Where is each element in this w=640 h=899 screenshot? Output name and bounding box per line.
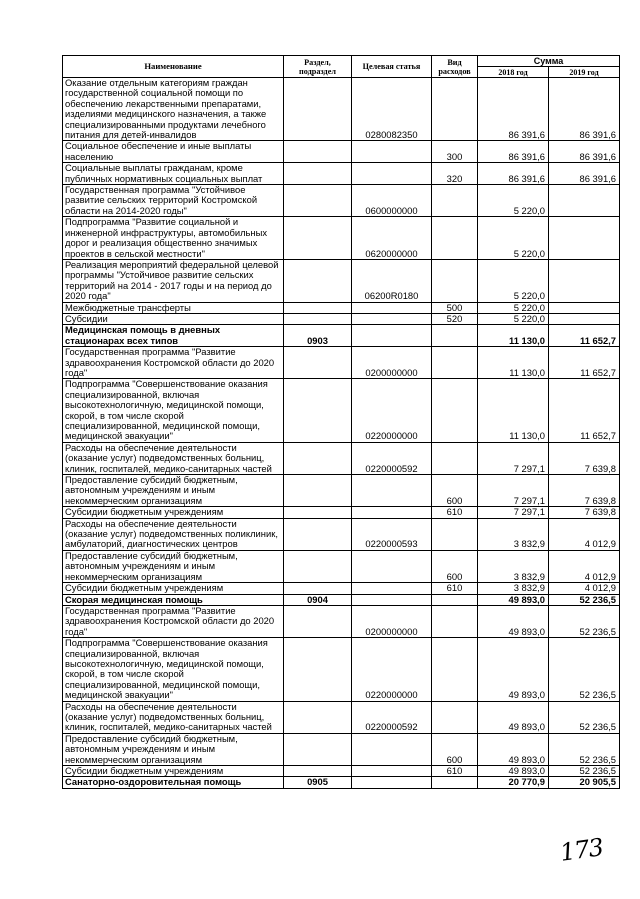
row-expense-type: [432, 325, 478, 347]
row-expense-type: 600: [432, 550, 478, 582]
row-sum-2019: 7 639,8: [549, 475, 620, 507]
row-expense-type: [432, 347, 478, 379]
page-number: 173: [558, 833, 605, 867]
table-row: [63, 550, 620, 582]
row-sum-2018: 11 130,0: [478, 347, 549, 379]
table-row: [63, 141, 620, 163]
table-row: [63, 217, 620, 260]
row-sum-2018: 7 297,1: [478, 442, 549, 474]
row-name: Социальное обеспечение и иные выплаты населению: [63, 141, 284, 163]
row-section: [284, 638, 352, 701]
row-sum-2018: 49 893,0: [478, 701, 549, 733]
row-section: [284, 475, 352, 507]
row-expense-type: [432, 701, 478, 733]
row-article: [352, 777, 432, 788]
row-article: [352, 302, 432, 313]
row-sum-2018: 11 130,0: [478, 379, 549, 442]
row-sum-2018: 86 391,6: [478, 141, 549, 163]
row-name: Государственная программа "Развитие здравоохранения Костромской области до 2020 года": [63, 605, 284, 637]
row-article: [352, 325, 432, 347]
row-name: Расходы на обеспечение деятельности (оказание услуг) подведомственных больниц, клиник, госпиталей, медико-санитарных частей: [63, 442, 284, 474]
row-sum-2018: 49 893,0: [478, 638, 549, 701]
row-sum-2019: 11 652,7: [549, 379, 620, 442]
row-article: 0200000000: [352, 605, 432, 637]
row-section: [284, 518, 352, 550]
row-sum-2019: [549, 217, 620, 260]
row-name: Скорая медицинская помощь: [63, 594, 284, 605]
row-expense-type: 600: [432, 733, 478, 765]
row-article: [352, 594, 432, 605]
row-sum-2019: [549, 302, 620, 313]
table-row: [63, 475, 620, 507]
row-section: [284, 185, 352, 217]
row-sum-2019: 52 236,5: [549, 594, 620, 605]
table-row: [63, 442, 620, 474]
row-article: 0220000000: [352, 638, 432, 701]
row-article: 0220000592: [352, 701, 432, 733]
row-sum-2019: 4 012,9: [549, 518, 620, 550]
row-name: Подпрограмма "Развитие социальной и инженерной инфраструктуры, автомобильных дорог и реализация общественно значимых проектов в сельской местности": [63, 217, 284, 260]
row-article: 0280082350: [352, 78, 432, 141]
row-sum-2018: 3 832,9: [478, 583, 549, 594]
row-sum-2018: 49 893,0: [478, 594, 549, 605]
row-name: Государственная программа "Развитие здравоохранения Костромской области до 2020 года": [63, 347, 284, 379]
row-section: [284, 163, 352, 185]
row-sum-2019: 86 391,6: [549, 78, 620, 141]
row-article: 0600000000: [352, 185, 432, 217]
row-sum-2019: 86 391,6: [549, 141, 620, 163]
row-section: [284, 313, 352, 324]
row-sum-2019: 11 652,7: [549, 325, 620, 347]
row-name: Расходы на обеспечение деятельности (оказание услуг) подведомственных больниц, клиник, госпиталей, медико-санитарных частей: [63, 701, 284, 733]
row-section: 0904: [284, 594, 352, 605]
row-name: Государственная программа "Устойчивое развитие сельских территорий Костромской области на 2014-2020 годы": [63, 185, 284, 217]
row-expense-type: 500: [432, 302, 478, 313]
row-expense-type: [432, 594, 478, 605]
row-expense-type: [432, 605, 478, 637]
row-sum-2018: 3 832,9: [478, 550, 549, 582]
row-section: 0905: [284, 777, 352, 788]
table-row: [63, 733, 620, 765]
row-expense-type: [432, 78, 478, 141]
row-sum-2018: 86 391,6: [478, 163, 549, 185]
table-row: [63, 594, 620, 605]
row-article: 0620000000: [352, 217, 432, 260]
row-sum-2019: 20 905,5: [549, 777, 620, 788]
row-section: [284, 141, 352, 163]
row-section: [284, 379, 352, 442]
row-section: [284, 259, 352, 302]
row-expense-type: 520: [432, 313, 478, 324]
row-sum-2019: [549, 185, 620, 217]
table-row: [63, 163, 620, 185]
row-name: Социальные выплаты гражданам, кроме публичных нормативных социальных выплат: [63, 163, 284, 185]
row-section: [284, 733, 352, 765]
table-body: [63, 78, 620, 789]
row-sum-2018: 49 893,0: [478, 605, 549, 637]
table-row: [63, 185, 620, 217]
row-name: Предоставление субсидий бюджетным, автономным учреждениям и иным некоммерческим организациям: [63, 475, 284, 507]
row-sum-2019: 52 236,5: [549, 701, 620, 733]
header-article: Целевая статья: [352, 56, 432, 78]
row-article: 0220000592: [352, 442, 432, 474]
row-article: [352, 733, 432, 765]
row-section: 0903: [284, 325, 352, 347]
table-row: [63, 518, 620, 550]
row-sum-2018: 3 832,9: [478, 518, 549, 550]
row-sum-2018: 7 297,1: [478, 507, 549, 518]
row-article: [352, 475, 432, 507]
row-expense-type: [432, 379, 478, 442]
row-sum-2018: 5 220,0: [478, 313, 549, 324]
row-section: [284, 605, 352, 637]
row-sum-2018: 5 220,0: [478, 185, 549, 217]
row-sum-2019: [549, 259, 620, 302]
header-expense-type: Вид расходов: [432, 56, 478, 78]
row-name: Реализация мероприятий федеральной целевой программы "Устойчивое развитие сельских территорий на 2014 - 2017 годы и на период до 2020 года": [63, 259, 284, 302]
row-article: [352, 163, 432, 185]
row-article: 0200000000: [352, 347, 432, 379]
row-name: Подпрограмма "Совершенствование оказания специализированной, включая высокотехнологичную, медицинской помощи, скорой, в том числе скорой специализированной, медицинской помощи, медицинской эвакуации": [63, 379, 284, 442]
row-expense-type: 610: [432, 507, 478, 518]
table-row: [63, 259, 620, 302]
row-section: [284, 442, 352, 474]
row-sum-2018: 5 220,0: [478, 259, 549, 302]
row-expense-type: [432, 777, 478, 788]
table-row: [63, 605, 620, 637]
row-sum-2018: 7 297,1: [478, 475, 549, 507]
row-sum-2018: 20 770,9: [478, 777, 549, 788]
row-sum-2018: 49 893,0: [478, 733, 549, 765]
table-row: [63, 583, 620, 594]
row-section: [284, 550, 352, 582]
row-name: Субсидии бюджетным учреждениям: [63, 507, 284, 518]
table-row: [63, 638, 620, 701]
row-sum-2019: 52 236,5: [549, 733, 620, 765]
row-expense-type: 300: [432, 141, 478, 163]
row-expense-type: [432, 259, 478, 302]
row-section: [284, 583, 352, 594]
row-article: 06200R0180: [352, 259, 432, 302]
header-year-2019: 2019 год: [549, 67, 620, 78]
row-expense-type: [432, 638, 478, 701]
row-name: Подпрограмма "Совершенствование оказания специализированной, включая высокотехнологичную, медицинской помощи, скорой, в том числе скорой специализированной, медицинской помощи, медицинской эвакуации": [63, 638, 284, 701]
row-article: 0220000000: [352, 379, 432, 442]
row-sum-2019: 52 236,5: [549, 766, 620, 777]
row-sum-2019: 11 652,7: [549, 347, 620, 379]
header-row-1: [63, 56, 620, 67]
table-row: [63, 701, 620, 733]
row-expense-type: 610: [432, 766, 478, 777]
row-sum-2019: 4 012,9: [549, 550, 620, 582]
row-sum-2019: 86 391,6: [549, 163, 620, 185]
row-section: [284, 217, 352, 260]
row-section: [284, 766, 352, 777]
row-name: Санаторно-оздоровительная помощь: [63, 777, 284, 788]
table-row: [63, 313, 620, 324]
row-expense-type: [432, 518, 478, 550]
row-name: Предоставление субсидий бюджетным, автономным учреждениям и иным некоммерческим организациям: [63, 550, 284, 582]
table-row: [63, 347, 620, 379]
table-row: [63, 379, 620, 442]
row-article: [352, 141, 432, 163]
row-expense-type: 610: [432, 583, 478, 594]
row-article: [352, 583, 432, 594]
row-article: [352, 507, 432, 518]
row-expense-type: [432, 442, 478, 474]
table-row: [63, 325, 620, 347]
row-name: Расходы на обеспечение деятельности (оказание услуг) подведомственных поликлиник, амбулаторий, диагностических центров: [63, 518, 284, 550]
row-sum-2019: 4 012,9: [549, 583, 620, 594]
header-sum: Сумма: [478, 56, 620, 67]
table-row: [63, 507, 620, 518]
row-section: [284, 701, 352, 733]
row-sum-2018: 11 130,0: [478, 325, 549, 347]
row-name: Субсидии: [63, 313, 284, 324]
row-name: Оказание отдельным категориям граждан государственной социальной помощи по обеспечению лекарственными препаратами, изделиями медицинского назначения, а также специализированными продуктами лечебного питания для детей-инвалидов: [63, 78, 284, 141]
row-section: [284, 347, 352, 379]
row-section: [284, 507, 352, 518]
row-expense-type: [432, 185, 478, 217]
row-sum-2019: 52 236,5: [549, 638, 620, 701]
row-sum-2019: 7 639,8: [549, 442, 620, 474]
row-sum-2018: 5 220,0: [478, 217, 549, 260]
row-sum-2018: 86 391,6: [478, 78, 549, 141]
row-section: [284, 78, 352, 141]
header-name: Наименование: [63, 56, 284, 78]
row-name: Медицинская помощь в дневных стационарах всех типов: [63, 325, 284, 347]
row-name: Предоставление субсидий бюджетным, автономным учреждениям и иным некоммерческим организациям: [63, 733, 284, 765]
row-article: 0220000593: [352, 518, 432, 550]
table-row: [63, 766, 620, 777]
row-article: [352, 313, 432, 324]
table-row: [63, 78, 620, 141]
row-name: Межбюджетные трансферты: [63, 302, 284, 313]
budget-table-sheet: [62, 55, 619, 789]
row-article: [352, 550, 432, 582]
row-name: Субсидии бюджетным учреждениям: [63, 583, 284, 594]
budget-table: [62, 55, 620, 789]
table-row: [63, 302, 620, 313]
row-sum-2018: 49 893,0: [478, 766, 549, 777]
row-article: [352, 766, 432, 777]
header-year-2018: 2018 год: [478, 67, 549, 78]
row-section: [284, 302, 352, 313]
row-expense-type: [432, 217, 478, 260]
row-sum-2019: 52 236,5: [549, 605, 620, 637]
row-expense-type: 600: [432, 475, 478, 507]
row-name: Субсидии бюджетным учреждениям: [63, 766, 284, 777]
row-sum-2019: 7 639,8: [549, 507, 620, 518]
row-expense-type: 320: [432, 163, 478, 185]
table-row: [63, 777, 620, 788]
row-sum-2019: [549, 313, 620, 324]
header-section: Раздел, подраздел: [284, 56, 352, 78]
row-sum-2018: 5 220,0: [478, 302, 549, 313]
